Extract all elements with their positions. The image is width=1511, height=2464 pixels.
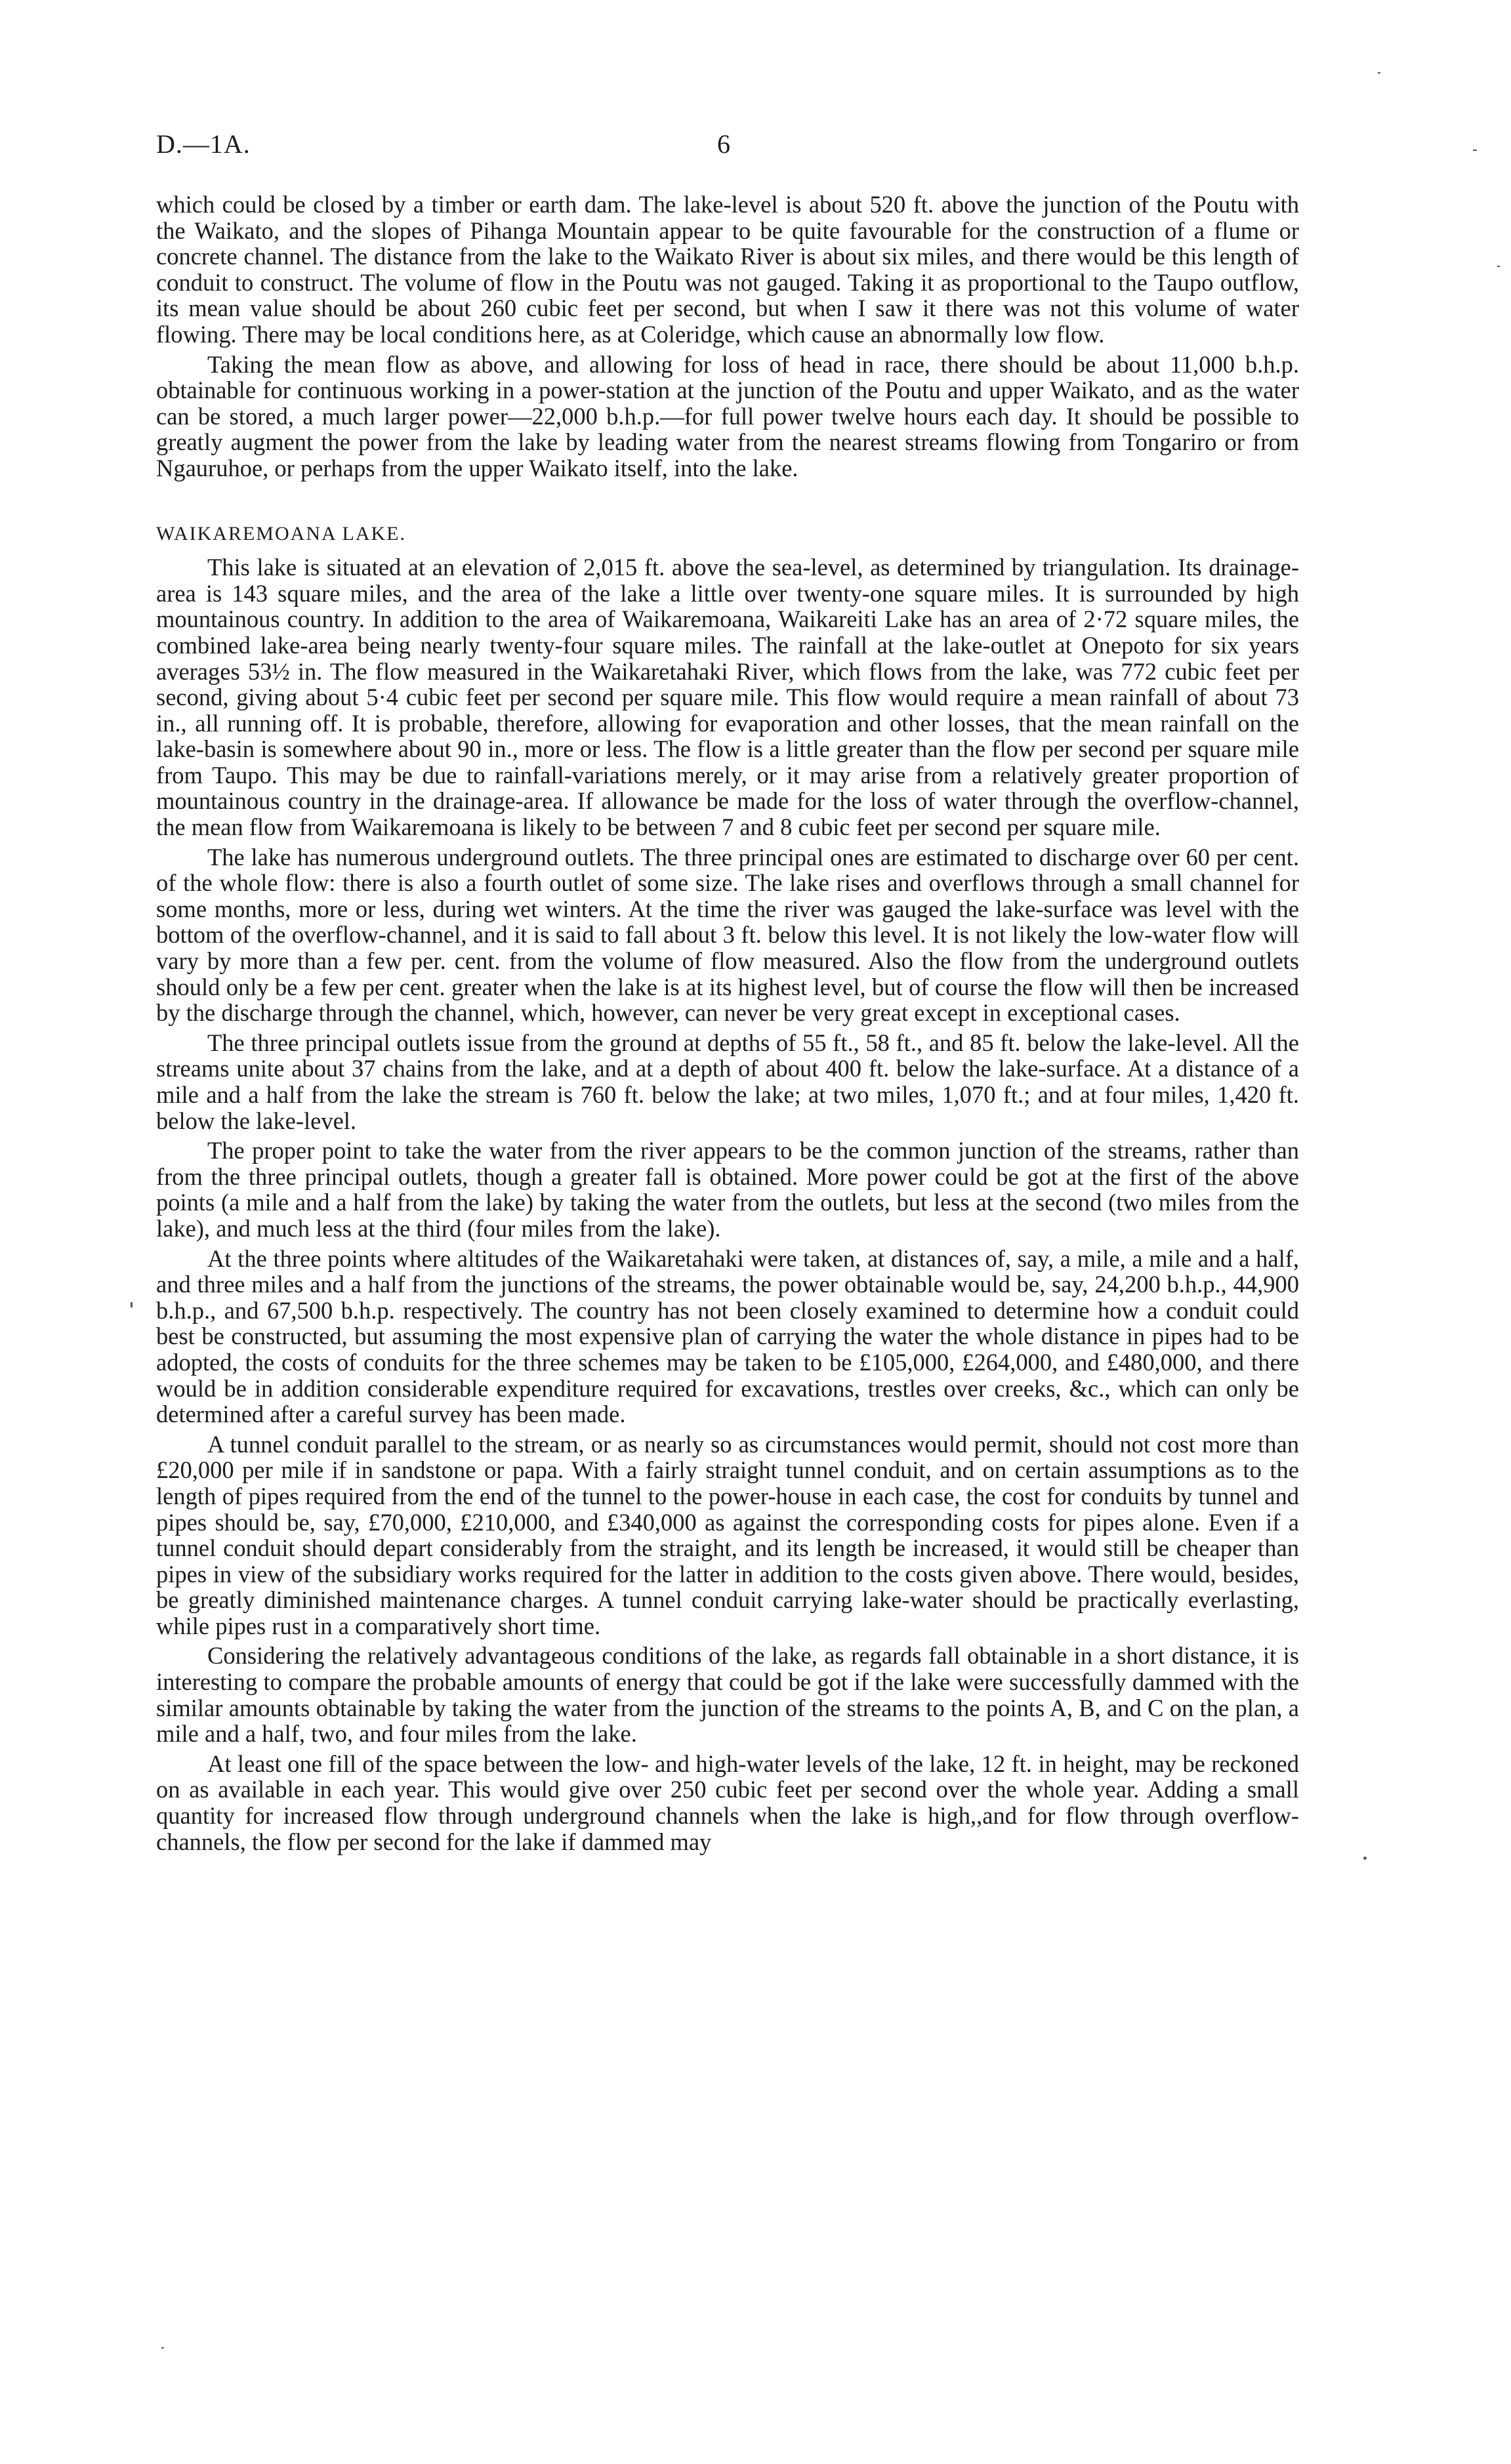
section-heading: WAIKAREMOANA LAKE.: [156, 522, 406, 544]
body-text: [156, 192, 1299, 1855]
page-number: 6: [717, 129, 730, 159]
document-reference: D.—1A.: [156, 129, 251, 159]
paragraph-continued: which could be closed by a timber or earth dam. The lake-level is about 520 ft. above the junction of the Poutu with the Waikato, and the slopes of Pihanga Mountain appear to be quite favourable for the construction of a flume or concrete channel. The distance from the lake to the Waikato River is about six miles, and there would be this length of conduit to construct. The volume of flow in the Poutu was not gauged. Taking it as proportional to the Taupo outflow, its mean value should be about 260 cubic feet per second, but when I saw it there was not this volume of water flowing. There may be local conditions here, as at Coleridge, which cause an abnormally low flow.: [156, 191, 1299, 348]
paragraph: Considering the relatively advantageous conditions of the lake, as regards fall obtainable in a short distance, it is interesting to compare the probable amounts of energy that could be got if the lake were successfully dammed with the similar amounts obtainable by taking the water from the junction of the streams to the points A, B, and C on the plan, a mile and a half, two, and four miles from the lake.: [156, 1642, 1299, 1748]
paragraph: The three principal outlets issue from the ground at depths of 55 ft., 58 ft., and 85 ft. below the lake-level. All the streams unite about 37 chains from the lake, and at a depth of about 400 ft. below the lake-surface. At a distance of a mile and a half from the lake the stream is 760 ft. below the lake; at two miles, 1,070 ft.; and at four miles, 1,420 ft. below the lake-level.: [156, 1029, 1299, 1134]
page-header: [156, 129, 1376, 168]
paragraph: At least one fill of the space between the low- and high-water levels of the lake, 12 ft. in height, may be reckoned on as available in each year. This would give over 250 cubic feet per second over the whole year. Adding a small quantity for increased flow through underground channels when the lake is high,,and for flow through overflow-channels, the flow per second for the lake if dammed may: [156, 1750, 1299, 1855]
scan-speck: [1497, 266, 1500, 267]
scan-speck: [131, 1302, 133, 1307]
scan-speck: [161, 2347, 164, 2349]
scan-speck: [1473, 150, 1477, 151]
paragraph: At the three points where altitudes of the Waikaretahaki were taken, at distances of, say, a mile, a mile and a half, and three miles and a half from the junctions of the streams, the power obtainable would be, say, 24,200 b.h.p., 44,900 b.h.p., and 67,500 b.h.p. respectively. The country has not been closely examined to determine how a conduit could best be constructed, but assuming the most expensive plan of carrying the water the whole distance in pipes had to be adopted, the costs of conduits for the three schemes may be taken to be £105,000, £264,000, and £480,000, and there would be in addition considerable expenditure required for excavations, trestles over creeks, &c., which can only be determined after a careful survey has been made.: [156, 1244, 1299, 1428]
paragraph: This lake is situated at an elevation of 2,015 ft. above the sea-level, as determined by triangulation. Its drainage-area is 143 square miles, and the area of the lake a little over twenty-one square miles. It is surrounded by high mountainous country. In addition to the area of Waikaremoana, Waikareiti Lake has an area of 2·72 square miles, the combined lake-area being nearly twenty-four square miles. The rainfall at the lake-outlet at Onepoto for six years averages 53½ in. The flow measured in the Waikaretahaki River, which flows from the lake, was 772 cubic feet per second, giving about 5·4 cubic feet per second per square mile. This flow would require a mean rainfall of about 73 in., all running off. It is probable, therefore, allowing for evaporation and other losses, that the mean rainfall on the lake-basin is somewhere about 90 in., more or less. The flow is a little greater than the flow per second per square mile from Taupo. This may be due to rainfall-variations merely, or it may arise from a relatively greater proportion of mountainous country in the drainage-area. If allowance be made for the loss of water through the overflow-channel, the mean flow from Waikaremoana is likely to be between 7 and 8 cubic feet per second per square mile.: [156, 554, 1299, 841]
scan-speck: [1378, 72, 1380, 73]
paragraph: The proper point to take the water from the river appears to be the common junction of the streams, rather than from the three principal outlets, though a greater fall is obtained. More power could be got at the first of the above points (a mile and a half from the lake) by taking the water from the outlets, but less at the second (two miles from the lake), and much less at the third (four miles from the lake).: [156, 1137, 1299, 1242]
scan-speck: [1363, 1857, 1367, 1860]
paragraph: A tunnel conduit parallel to the stream, or as nearly so as circumstances would permit, should not cost more than £20,000 per mile if in sandstone or papa. With a fairly straight tunnel conduit, and on certain assumptions as to the length of pipes required from the end of the tunnel to the power-house in each case, the cost for conduits by tunnel and pipes should be, say, £70,000, £210,000, and £340,000 as against the corresponding costs for pipes alone. Even if a tunnel conduit should depart considerably from the straight, and its length be increased, it would still be cheaper than pipes in view of the subsidiary works required for the latter in addition to the costs given above. There would, besides, be greatly diminished maintenance charges. A tunnel conduit carrying lake-water should be practically everlasting, while pipes rust in a comparatively short time.: [156, 1430, 1299, 1639]
paragraph: The lake has numerous underground outlets. The three principal ones are estimated to discharge over 60 per cent. of the whole flow: there is also a fourth outlet of some size. The lake rises and overflows through a small channel for some months, more or less, during wet winters. At the time the river was gauged the lake-surface was level with the bottom of the overflow-channel, and it is said to fall about 3 ft. below this level. It is not likely the low-water flow will vary by more than a few per. cent. from the volume of flow measured. Also the flow from the underground outlets should only be a few per cent. greater when the lake is at its highest level, but of course the flow will then be increased by the discharge through the channel, which, however, can never be very great except in exceptional cases.: [156, 843, 1299, 1027]
paragraph: Taking the mean flow as above, and allowing for loss of head in race, there should be about 11,000 b.h.p. obtainable for continuous working in a power-station at the junction of the Poutu and upper Waikato, and as the water can be stored, a much larger power—22,000 b.h.p.—for full power twelve hours each day. It should be possible to greatly augment the power from the lake by leading water from the nearest streams flowing from Tongariro or from Ngauruhoe, or perhaps from the upper Waikato itself, into the lake.: [156, 350, 1299, 482]
